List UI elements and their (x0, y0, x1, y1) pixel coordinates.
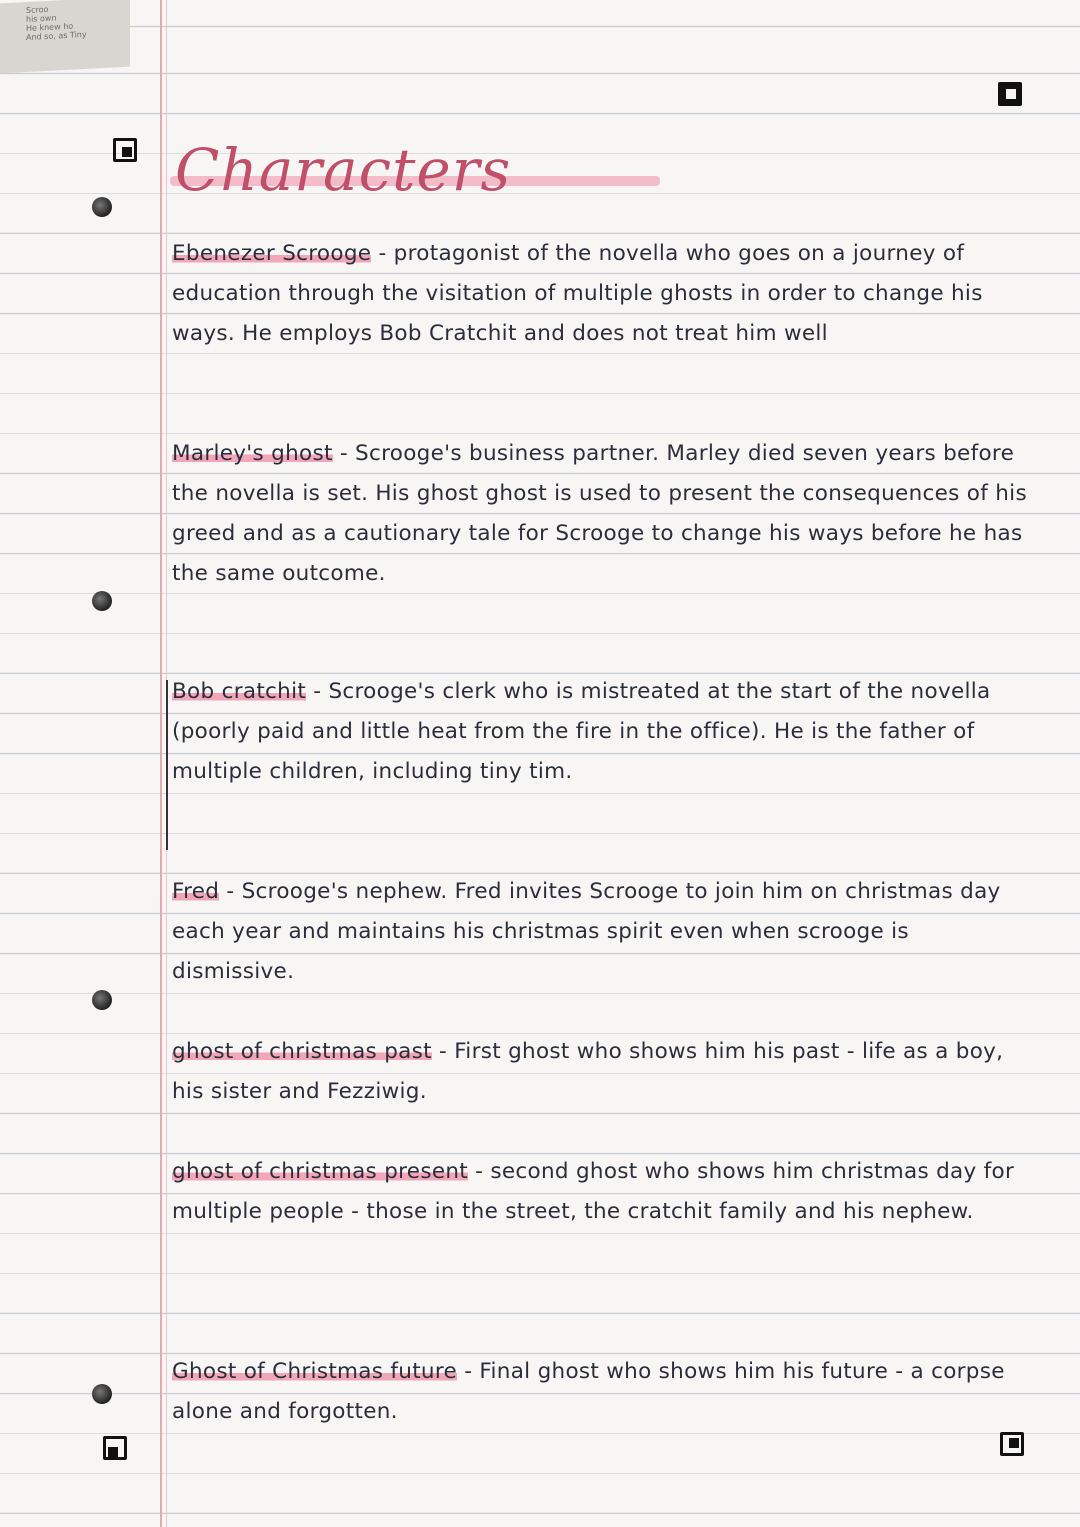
character-description: - Scrooge's clerk who is mistreated at the start of the novella (poorly paid and little heat from the fire in the office). He is the father of multiple children, including tiny tim. (172, 679, 991, 784)
corner-marker-icon (103, 1436, 127, 1460)
character-entry (172, 872, 1032, 992)
binder-hole (92, 1384, 112, 1404)
character-name: Fred (172, 879, 220, 904)
corner-marker-icon (998, 82, 1022, 106)
character-description: - Scrooge's business partner. Marley died seven years before the novella is set. His ghost ghost is used to present the consequences of his greed and as a cautionary tale for Scrooge to change his ways before he has the same outcome. (172, 441, 1027, 586)
binder-hole (92, 197, 112, 217)
character-entry (172, 234, 1032, 354)
character-name: Ghost of Christmas future (172, 1359, 458, 1384)
character-name: Ebenezer Scrooge (172, 241, 372, 266)
binder-hole (92, 591, 112, 611)
character-description: - First ghost who shows him his past - life as a boy, his sister and Fezziwig. (172, 1039, 1004, 1104)
character-entry (172, 1032, 1032, 1112)
character-name: Bob cratchit (172, 679, 307, 704)
character-name: ghost of christmas past (172, 1039, 432, 1064)
character-entry (172, 434, 1032, 594)
character-description: - Scrooge's nephew. Fred invites Scrooge to join him on christmas day each year and maintains his christmas spirit even when scrooge is dismissive. (172, 879, 1001, 984)
page-title: Characters (175, 136, 512, 204)
character-entry (172, 1152, 1032, 1232)
character-name: Marley's ghost (172, 441, 333, 466)
character-entry (172, 672, 1032, 792)
corner-marker-icon (1000, 1432, 1024, 1456)
character-name: ghost of christmas present (172, 1159, 469, 1184)
margin-line (160, 0, 162, 1527)
margin-bracket (166, 680, 168, 850)
character-entry (172, 1352, 1032, 1432)
corner-marker-icon (113, 138, 137, 162)
character-description: - second ghost who shows him christmas day for multiple people - those in the street, the cratchit family and his nephew. (172, 1159, 1015, 1224)
character-description: - protagonist of the novella who goes on a journey of education through the visitation of multiple ghosts in order to change his ways. He employs Bob Cratchit and does not treat him well (172, 241, 983, 346)
binder-hole (92, 990, 112, 1010)
corner-page-snippet: Scroo his own He knew ho And so, as Tiny (0, 0, 130, 73)
character-description: - Final ghost who shows him his future - a corpse alone and forgotten. (172, 1359, 1005, 1424)
